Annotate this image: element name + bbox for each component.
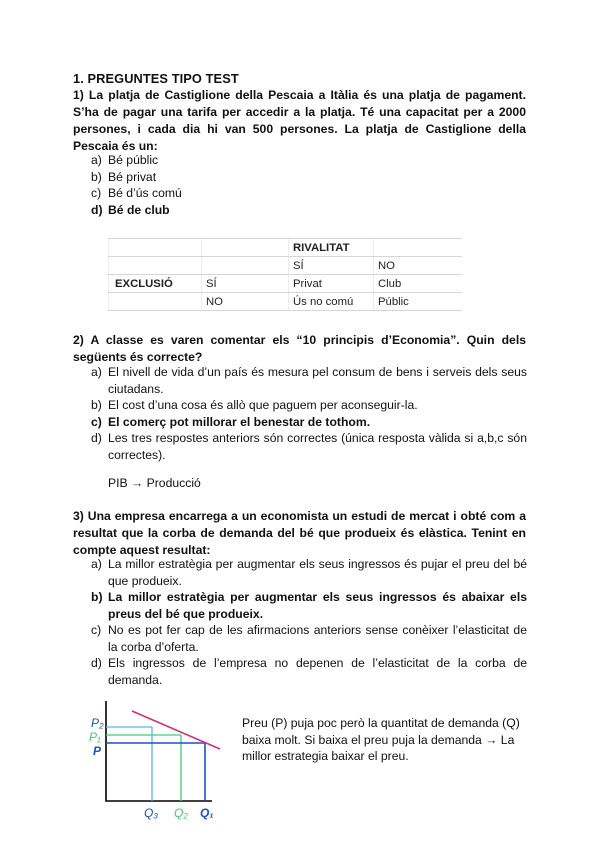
option-letter: d) bbox=[91, 656, 102, 670]
table-cell bbox=[202, 239, 289, 257]
option-a bbox=[91, 152, 527, 169]
option-text: El cost d’una cosa és allò que paguem per aconseguir-la. bbox=[108, 398, 418, 412]
option-text: No es pot fer cap de les afirmacions anteriors sense conèixer l’elasticitat de la corba d’oferta. bbox=[108, 623, 527, 654]
table-row bbox=[109, 239, 463, 257]
option-d bbox=[91, 655, 527, 688]
table-cell: Club bbox=[374, 275, 463, 293]
option-d-answer bbox=[91, 202, 527, 219]
option-c bbox=[91, 622, 527, 655]
option-c bbox=[91, 185, 527, 202]
option-c-answer bbox=[91, 414, 527, 431]
goods-classification-table bbox=[108, 238, 462, 311]
table-header-exclusio: EXCLUSIÓ bbox=[109, 275, 202, 293]
option-text: La millor estratègia per augmentar els seus ingressos és pujar el preu del bé que produeix. bbox=[108, 557, 527, 588]
graph-explanation: Preu (P) puja poc però la quantitat de demanda (Q) baixa molt. Si baixa el preu puja la demanda → La millor estrategia baixar el preu. bbox=[242, 716, 520, 763]
table-cell bbox=[109, 257, 202, 275]
handwritten-note-pib: PIB → Producció bbox=[108, 476, 201, 490]
option-a bbox=[91, 364, 527, 397]
table-cell: NO bbox=[374, 257, 463, 275]
table-cell: Privat bbox=[289, 275, 374, 293]
table-row bbox=[109, 293, 463, 311]
option-letter: b) bbox=[91, 590, 103, 604]
option-text: Bé públic bbox=[108, 153, 159, 167]
option-text: Les tres respostes anteriors són correctes (única resposta vàlida si a,b,c són correctes). bbox=[108, 431, 527, 462]
question-1-options bbox=[91, 152, 527, 218]
option-letter: c) bbox=[91, 623, 102, 637]
option-b bbox=[91, 169, 527, 186]
table-row bbox=[109, 275, 463, 293]
option-text: El nivell de vida d’un país és mesura pel consum de bens i serveis dels seus ciutadans. bbox=[108, 365, 527, 396]
table-cell: NO bbox=[202, 293, 289, 311]
label-p: P bbox=[93, 744, 102, 758]
option-text: El comerç pot millorar el benestar de tothom. bbox=[108, 414, 371, 429]
question-1: 1) La platja de Castiglione della Pescaia a Itàlia és una platja de pagament. S’ha de pagar una tarifa per accedir a la platja. Té una capacitat per a 2000 persones, i cada dia hi van 500 persones. La platja de Castiglione della Pescaia és un: bbox=[73, 88, 526, 153]
table-cell bbox=[374, 239, 463, 257]
table-cell: SÍ bbox=[289, 257, 374, 275]
option-letter: b) bbox=[91, 169, 102, 184]
label-q3: Q₃ bbox=[144, 806, 159, 820]
option-text: Bé privat bbox=[108, 169, 157, 184]
option-text: La millor estratègia per augmentar els seus ingressos és abaixar els preus del bé que produeix. bbox=[108, 590, 527, 621]
table-cell bbox=[109, 293, 202, 311]
label-q1: Q₁ bbox=[200, 806, 214, 820]
section-title: 1. PREGUNTES TIPO TEST bbox=[73, 71, 239, 86]
table-cell bbox=[202, 257, 289, 275]
table-row bbox=[109, 257, 463, 275]
question-3-options bbox=[91, 556, 527, 688]
label-q2: Q₂ bbox=[174, 806, 188, 820]
label-p1: P₁ bbox=[89, 730, 101, 744]
option-text: Els ingressos de l’empresa no depenen de l’elasticitat de la corba de demanda. bbox=[108, 656, 527, 687]
axes bbox=[106, 701, 212, 801]
label-p2: P₂ bbox=[91, 716, 104, 730]
table-cell bbox=[109, 239, 202, 257]
option-letter: c) bbox=[91, 414, 102, 429]
demand-sketch-graph bbox=[88, 697, 228, 825]
option-letter: a) bbox=[91, 365, 102, 379]
option-a bbox=[91, 556, 527, 589]
table-cell: Ús no comú bbox=[289, 293, 374, 311]
table-cell: Públic bbox=[374, 293, 463, 311]
option-letter: a) bbox=[91, 557, 102, 571]
question-2: 2) A classe es varen comentar els “10 principis d’Economia”. Quin dels següents és correcte? bbox=[73, 333, 526, 364]
option-text: Bé d’ús comú bbox=[108, 186, 182, 200]
question-3: 3) Una empresa encarrega a un economista un estudi de mercat i obté com a resultat que la corba de demanda del bé que produeix és elàstica. Tenint en compte aquest resultat: bbox=[73, 509, 526, 557]
option-letter: d) bbox=[91, 202, 103, 217]
option-b bbox=[91, 397, 527, 414]
question-2-options bbox=[91, 364, 527, 463]
option-letter: d) bbox=[91, 431, 102, 445]
option-letter: b) bbox=[91, 398, 102, 412]
option-text: Bé de club bbox=[108, 202, 170, 217]
option-letter: c) bbox=[91, 186, 102, 200]
option-b-answer bbox=[91, 589, 527, 622]
option-d bbox=[91, 430, 527, 463]
table-header-rivalitat: RIVALITAT bbox=[289, 239, 374, 257]
option-letter: a) bbox=[91, 153, 102, 167]
table-cell: SÍ bbox=[202, 275, 289, 293]
